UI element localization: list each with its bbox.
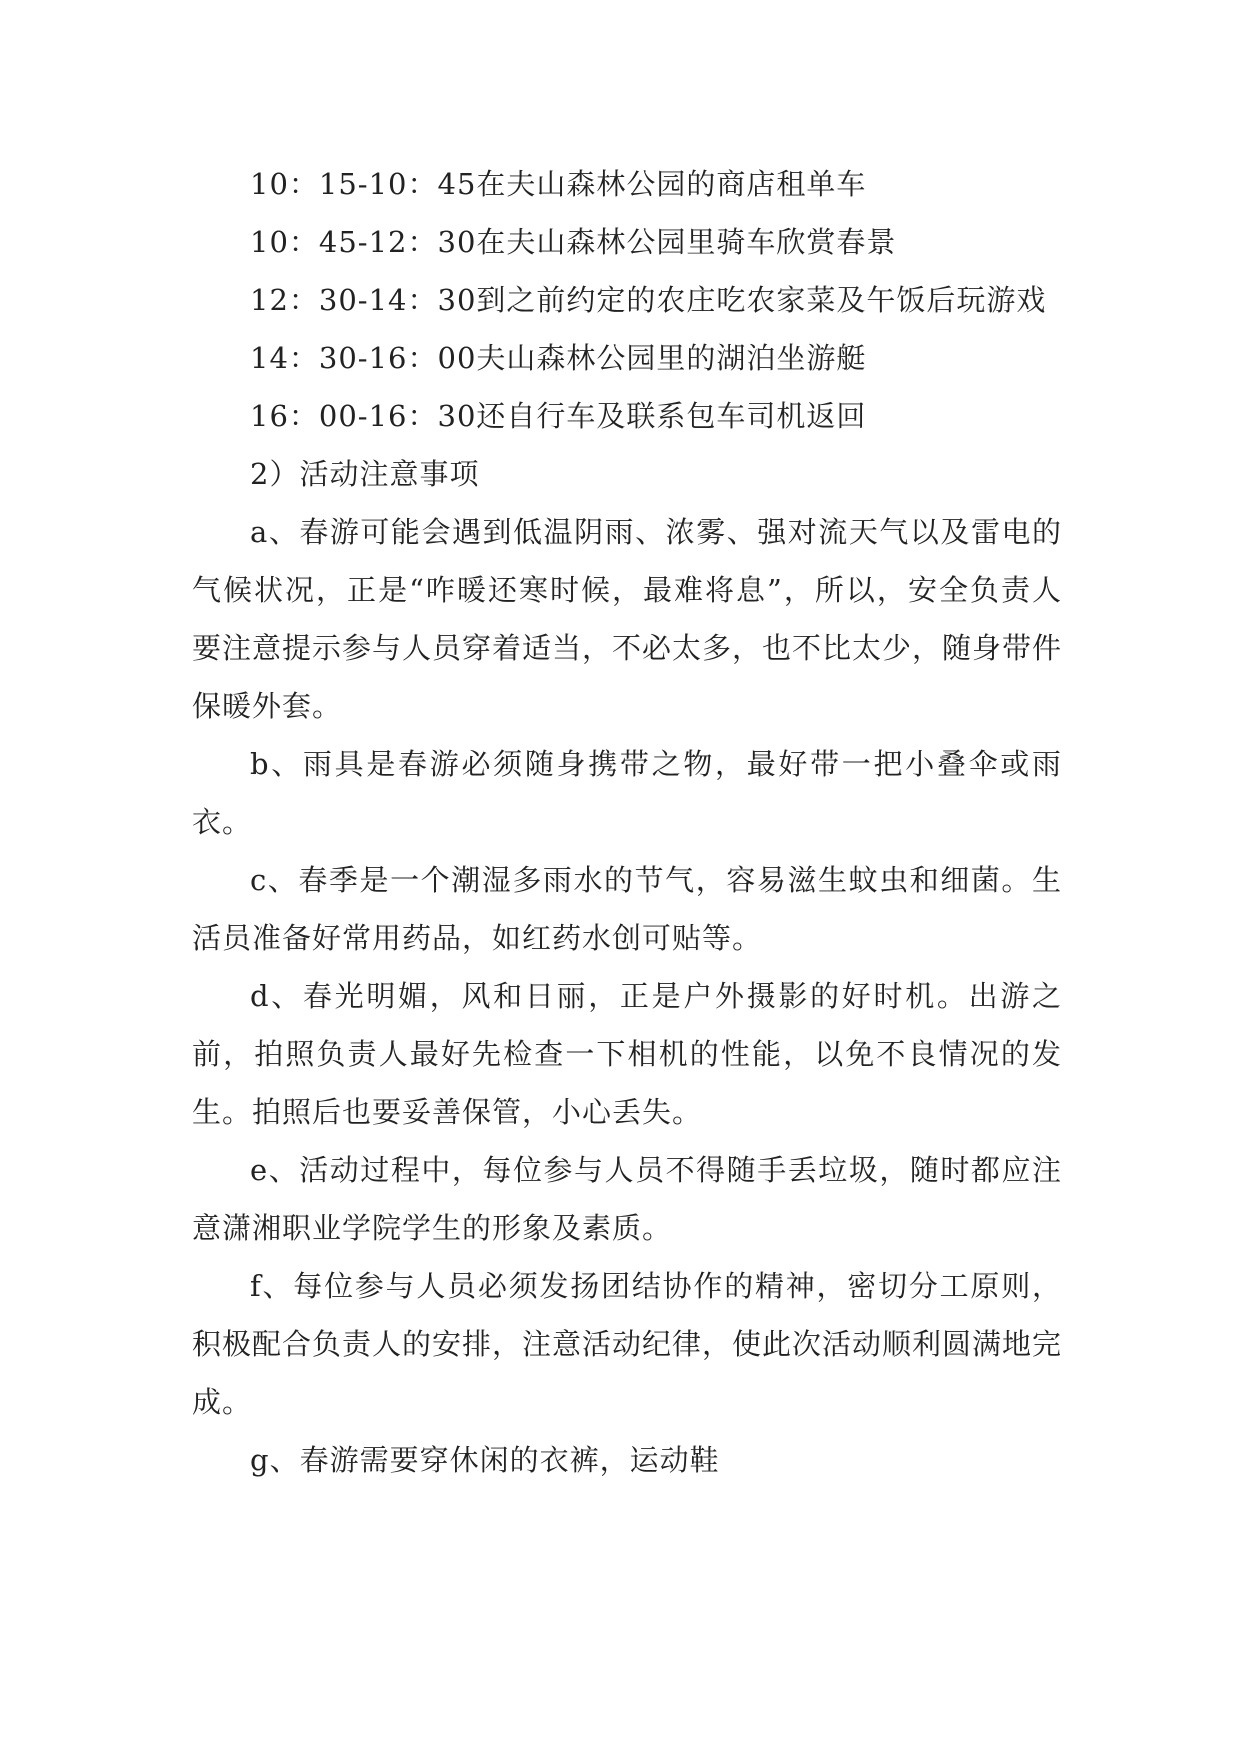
section-heading: 2）活动注意事项 — [250, 457, 480, 491]
notice-item: f、每位参与人员必须发扬团结协作的精神，密切分工原则，积极配合负责人的安排，注意活动纪律，使此次活动顺利圆满地完成。 — [192, 1269, 1063, 1419]
notice-item: b、雨具是春游必须随身携带之物，最好带一把小叠伞或雨衣。 — [192, 747, 1062, 839]
notice-item: c、春季是一个潮湿多雨水的节气，容易滋生蚊虫和细菌。生活员准备好常用药品，如红药水创可贴等。 — [192, 863, 1062, 955]
schedule-item: 10：45-12：30在夫山森林公园里骑车欣赏春景 — [250, 225, 897, 259]
document-body — [192, 155, 1062, 1489]
schedule-item: 10：15-10：45在夫山森林公园的商店租单车 — [250, 167, 867, 201]
notice-item: a、春游可能会遇到低温阴雨、浓雾、强对流天气以及雷电的气候状况，正是“咋暖还寒时候，最难将息”，所以，安全负责人要注意提示参与人员穿着适当，不必太多，也不比太少，随身带件保暖外套。 — [192, 515, 1063, 723]
schedule-item: 12：30-14：30到之前约定的农庄吃农家菜及午饭后玩游戏 — [250, 283, 1047, 317]
schedule-item: 14：30-16：00夫山森林公园里的湖泊坐游艇 — [250, 341, 867, 375]
notice-item: g、春游需要穿休闲的衣裤，运动鞋 — [250, 1443, 720, 1477]
notice-item: e、活动过程中，每位参与人员不得随手丢垃圾，随时都应注意潇湘职业学院学生的形象及素质。 — [192, 1153, 1062, 1245]
notice-item: d、春光明媚，风和日丽，正是户外摄影的好时机。出游之前，拍照负责人最好先检查一下相机的性能，以免不良情况的发生。拍照后也要妥善保管，小心丢失。 — [192, 979, 1062, 1129]
schedule-item: 16：00-16：30还自行车及联系包车司机返回 — [250, 399, 867, 433]
